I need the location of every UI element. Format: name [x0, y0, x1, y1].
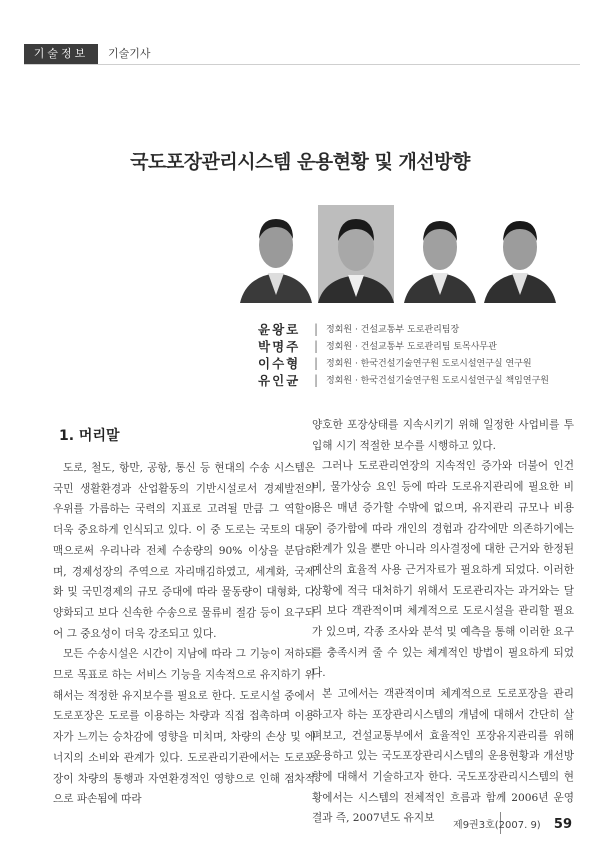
section-heading: 1. 머리말	[59, 428, 120, 444]
page-number: 59	[553, 817, 572, 832]
author-row	[258, 371, 588, 388]
issue-info: 제9권3호(2007. 9)	[453, 820, 541, 831]
category-label: 기술기사	[108, 47, 151, 60]
paragraph: 양호한 포장상태를 지속시키기 위해 일정한 사업비를 투입해 시기 적절한 보수를 시행하고 있다.	[312, 419, 574, 452]
author-affiliation: 정회원 · 건설교통부 도로관리팀장	[326, 325, 460, 335]
header-bar	[24, 44, 580, 65]
author-name: 이수형	[258, 355, 301, 371]
paragraph: 도로, 철도, 항만, 공항, 통신 등 현대의 수송 시스템은 국민 생활환경과 산업활동의 기반시설로서 경제발전의 우위를 가름하는 국력의 지표로 고려될 만큼 그 역할이 더욱 중요하게 인식되고 있다. 이 중 도로는 국토의 대동맥으로써 우리나라 전체 수송량의 90% 이상을 분담하며, 경제성장의 주역으로 자리매김하였고, 세계화, 국제화 및 국민경제의 규모 증대에 따라 물동량이 대형화, 다양화되고 보다 신속한 수송으로 물류비 절감 등이 요구되어 그 중요성이 더욱 강조되고 있다.	[53, 462, 315, 640]
author-name: 박명주	[258, 338, 301, 354]
author-photo	[482, 205, 558, 303]
page-footer	[453, 816, 572, 832]
author-name: 유인균	[258, 372, 301, 388]
paragraph: 본 고에서는 객관적이며 체계적으로 도로포장을 관리하고자 하는 포장관리시스템의 개념에 대해서 간단히 살펴보고, 건설교통부에서 효율적인 포장유지관리를 위해 운용하고 있는 국도포장관리시스템의 운용현황과 개선방향에 대해서 기술하고자 한다. 국도포장관리시스템의 현황에서는 시스템의 전체적인 흐름과 함께 2006년 운영결과 즉, 2007년도 유지보	[312, 688, 574, 825]
author-row	[258, 320, 588, 337]
author-name: 윤왕로	[258, 321, 301, 337]
separator: |	[314, 355, 319, 370]
author-photo	[402, 205, 478, 303]
separator: |	[314, 372, 319, 387]
author-affiliation: 정회원 · 한국건설기술연구원 도로시설연구실 책임연구원	[326, 376, 549, 386]
left-column	[53, 458, 315, 810]
author-row	[258, 337, 588, 354]
author-affiliation: 정회원 · 한국건설기술연구원 도로시설연구실 연구원	[326, 359, 532, 369]
paragraph: 그러나 도로관리연장의 지속적인 증가와 더불어 인건비, 물가상승 요인 등에 따라 도로유지관리에 필요한 비용은 매년 증가할 수밖에 없으며, 유지관리 규모나 비용이 증가함에 따라 개인의 경험과 감각에만 의존하기에는 한계가 있을 뿐만 아니라 의사결정에 대한 근거와 한정된 예산의 효율적 사용 근거자료가 필요하게 되었다. 이러한 상황에 적극 대처하기 위해서 도로관리자는 과거와는 달리 보다 객관적이며 체계적으로 도로시설을 관리할 필요가 있으며, 각종 조사와 분석 및 예측을 통해 이러한 요구를 충족시켜 줄 수 있는 체계적인 방법이 필요하게 되었다.	[312, 460, 574, 680]
right-column	[312, 415, 574, 829]
author-affiliation: 정회원 · 건설교통부 도로관리팀 토목사무관	[326, 342, 497, 352]
separator: |	[314, 338, 319, 353]
paragraph: 모든 수송시설은 시간이 지남에 따라 그 기능이 저하되므로 목표로 하는 서비스 기능을 지속적으로 유지하기 위해서는 적정한 유지보수를 필요로 한다. 도로시설 중에서 도로포장은 도로를 이용하는 차량과 직접 접촉하며 이용자가 느끼는 승차감에 영향을 미치며, 차량의 손상 및 에너지의 소비와 관계가 있다. 도로관리기관에서는 도로포장이 차량의 통행과 자연환경적인 영향으로 인해 점차적으로 파손됨에 따라	[53, 648, 315, 806]
separator: |	[314, 321, 319, 336]
author-photo	[238, 205, 314, 303]
article-title: 국도포장관리시스템 운용현황 및 개선방향	[130, 151, 470, 173]
section-tag: 기술정보	[24, 44, 98, 64]
author-row	[258, 354, 588, 371]
author-list	[258, 320, 588, 388]
author-photo	[318, 205, 394, 303]
author-photos	[238, 205, 558, 303]
